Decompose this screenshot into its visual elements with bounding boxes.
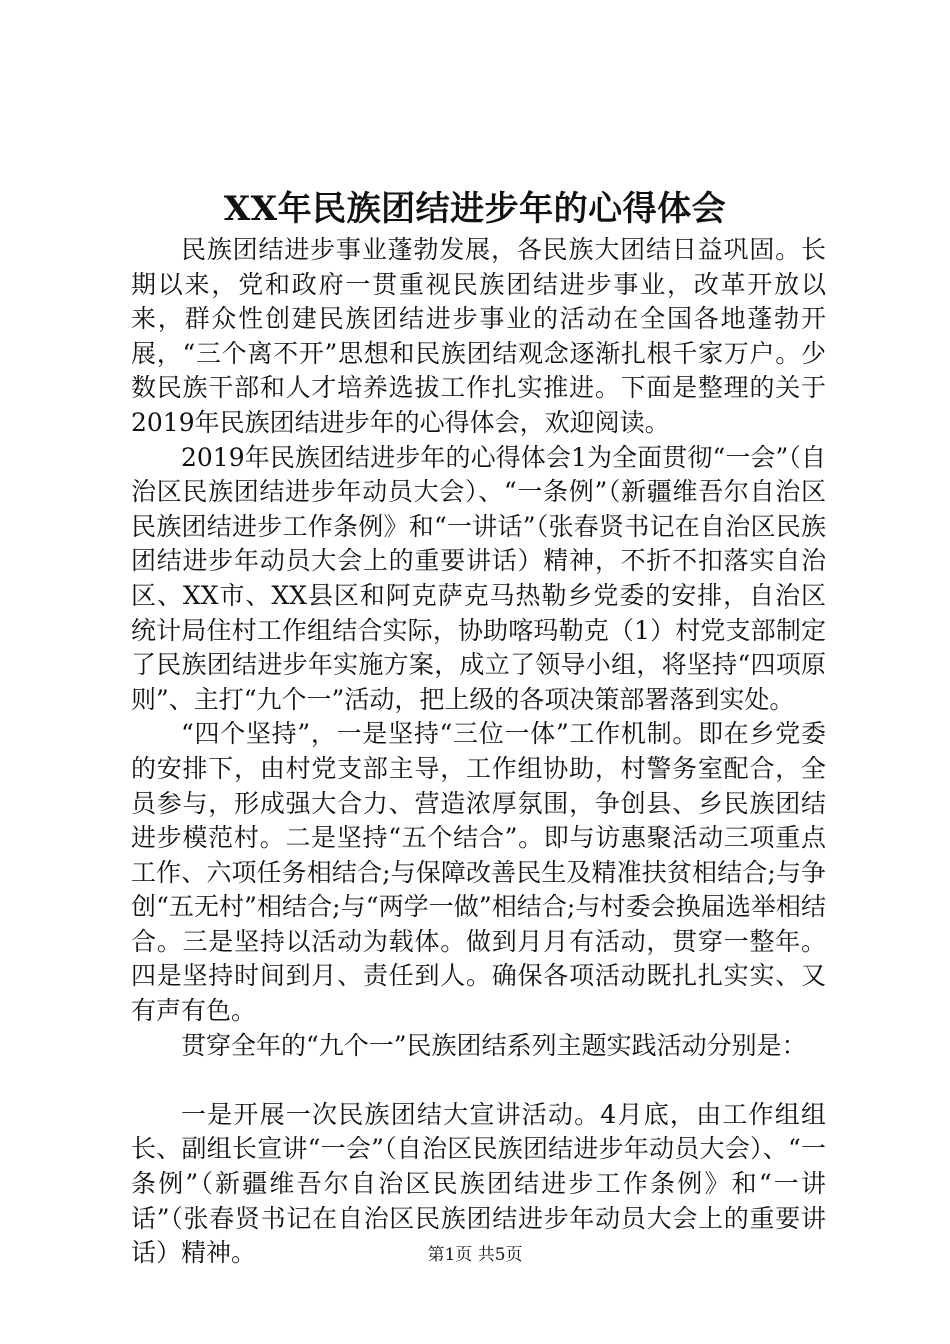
paragraph-spacer [131,1063,826,1098]
paragraph-experience-1: 2019年民族团结进步年的心得体会1为全面贯彻“一会”（自治区民族团结进步年动员大会）、“一条例”（新疆维吾尔自治区民族团结进步工作条例》和“一讲话”（张春贤书记在自治区民族团结进步年动员大会上的重要讲话）精神，不折不扣落实自治区、XX市、XX县区和阿克萨克马热勒乡党委的安排，自治区统计局住村工作组结合实际，协助喀玛勒克（1）村党支部制定了民族团结进步年实施方案，成立了领导小组，将坚持“四项原则”、主打“九个一”活动，把上级的各项决策部署落到实处。 [131,442,826,714]
page-title: XX年民族团结进步年的心得体会 [223,189,727,229]
document-body [131,233,826,1271]
paragraph-activity-one: 一是开展一次民族团结大宣讲活动。4月底，由工作组组长、副组长宣讲“一会”（自治区民族团结进步年动员大会）、“一条例”（新疆维吾尔自治区民族团结进步工作条例》和“一讲话”（张春贤书记在自治区民族团结进步年动员大会上的重要讲话）精神。 [131,1099,826,1268]
paragraph-four-persistences: “四个坚持”，一是坚持“三位一体”工作机制。即在乡党委的安排下，由村党支部主导，工作组协助，村警务室配合，全员参与，形成强大合力、营造浓厚氛围，争创县、乡民族团结进步模范村。二是坚持“五个结合”。即与访惠聚活动三项重点工作、六项任务相结合;与保障改善民生及精准扶贫相结合;与争创“五无村”相结合;与“两学一做”相结合;与村委会换届选举相结合。三是坚持以活动为载体。做到月月有活动，贯穿一整年。四是坚持时间到月、责任到人。确保各项活动既扎扎实实、又有声有色。 [131,719,826,1026]
paragraph-intro: 民族团结进步事业蓬勃发展，各民族大团结日益巩固。长期以来，党和政府一贯重视民族团结进步事业，改革开放以来，群众性创建民族团结进步事业的活动在全国各地蓬勃开展，“三个离不开”思想和民族团结观念逐渐扎根千家万户。少数民族干部和人才培养选拔工作扎实推进。下面是整理的关于2019年民族团结进步年的心得体会，欢迎阅读。 [131,235,826,437]
page-footer: 第1页 共5页 [427,1245,523,1265]
paragraph-nine-activities-lead: 贯穿全年的“九个一”民族团结系列主题实践活动分别是： [181,1030,807,1060]
